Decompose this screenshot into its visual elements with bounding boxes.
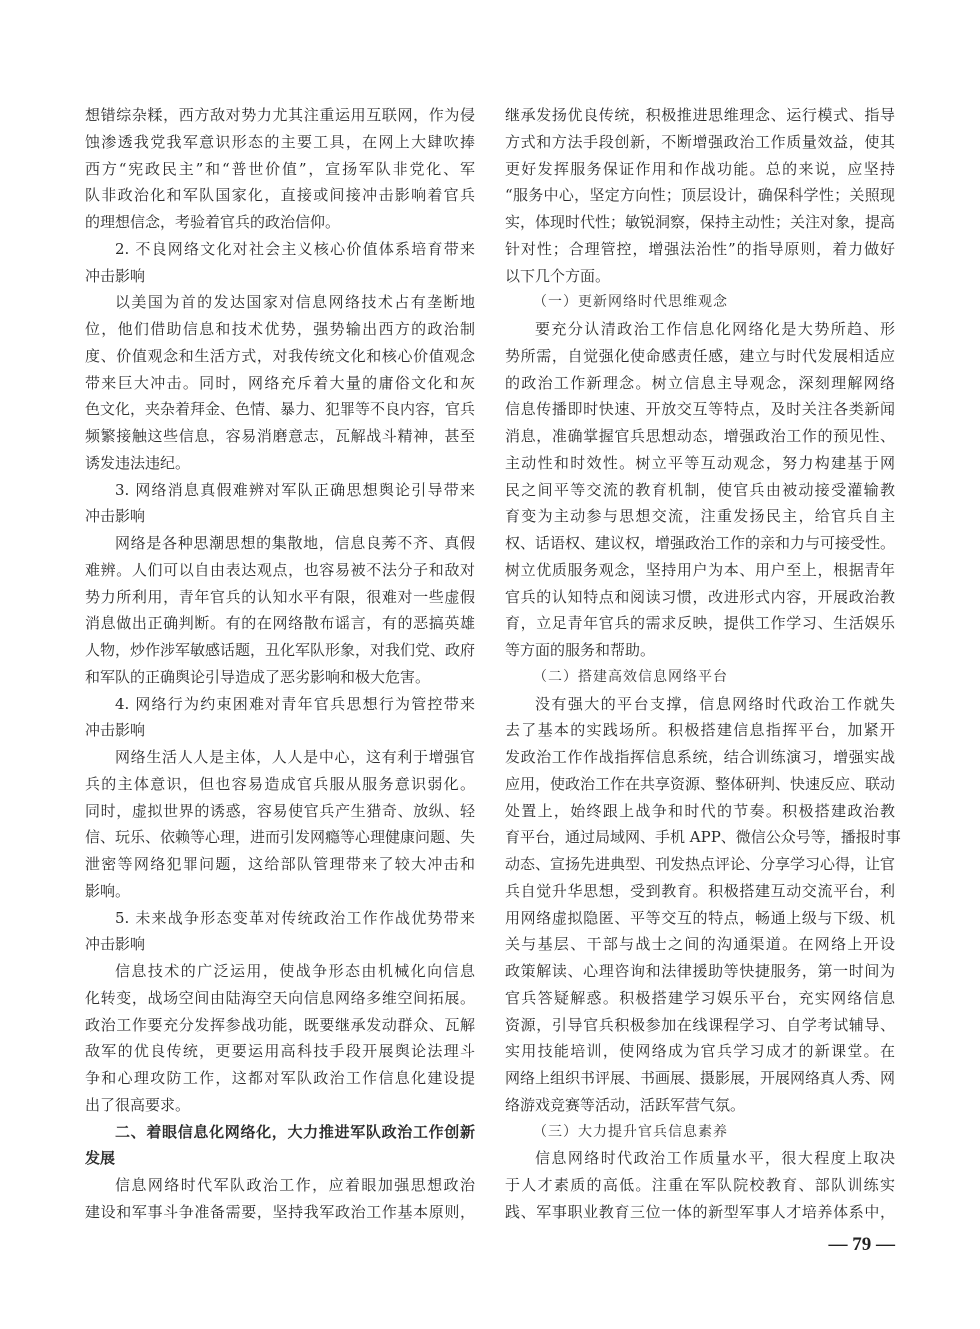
- text-line: 信息网络时代政治工作质量水平，很大程度上取决: [535, 1149, 895, 1168]
- subsection-heading: [505, 1119, 895, 1146]
- text-line: 位，他们借助信息和技术优势，强势输出西方的政治制: [85, 320, 475, 338]
- text-line: 关与基层、干部与战士之间的沟通渠道。在网络上开设: [505, 935, 895, 954]
- text-line: 络游戏竞赛等活动，活跃军营气氛。: [505, 1095, 746, 1114]
- text-line: 以美国为首的发达国家对信息网络技术占有垄断地: [115, 293, 475, 312]
- text-line: 继承发扬优良传统，积极推进思维理念、运行模式、指导: [505, 106, 895, 124]
- paragraph: [85, 289, 475, 476]
- text-line: 网络生活人人是主体，人人是中心，这有利于增强官: [115, 748, 475, 766]
- paragraph: [505, 316, 895, 664]
- text-line: 等方面的服务和帮助。: [505, 641, 656, 659]
- text-line: 度、价值观念和生活方式，对我传统文化和核心价值观念: [85, 346, 475, 365]
- text-line: 同时，虚拟世界的诱惑，容易使官兵产生猎奇、放纵、轻: [85, 801, 475, 820]
- paragraph: [85, 744, 475, 905]
- subsection-heading: [505, 289, 895, 316]
- numbered-heading: [85, 691, 475, 745]
- text-line: （二）搭建高效信息网络平台: [533, 668, 728, 685]
- text-line: （一）更新网络时代思维观念: [533, 294, 728, 311]
- text-line: 信息网络时代军队政治工作，应着眼加强思想政治: [115, 1176, 475, 1194]
- text-line: 育变为主动参与思想交流，注重发扬民主，给官兵自主: [505, 507, 895, 526]
- text-line: 敌军的优良传统，更要运用高科技手段开展舆论法理斗: [85, 1042, 475, 1061]
- paragraph: [505, 691, 901, 1119]
- text-line: 用网络虚拟隐匿、平等交互的特点，畅通上级与下级、机: [505, 908, 895, 927]
- text-line: 冲击影响: [85, 935, 146, 954]
- paragraph-continued: [85, 102, 475, 236]
- text-line: 实用技能培训，使网络成为官兵学习成才的新课堂。在: [505, 1042, 895, 1061]
- text-line: 网络上组织书评展、书画展、摄影展，开展网络真人秀、网: [505, 1069, 896, 1087]
- paragraph: [85, 530, 475, 691]
- text-line: 势力所利用，青年官兵的认知水平有限，很难对一些虚假: [85, 587, 475, 606]
- text-line: 处置上，始终跟上战争和时代的节奏。积极搭建政治教: [505, 801, 895, 820]
- numbered-heading: [85, 905, 475, 959]
- text-line: 人物，炒作涉军敏感话题，丑化军队形象，对我们党、政府: [85, 641, 476, 659]
- text-line: 建设和军事斗争准备需要，坚持我军政治工作基本原则，: [85, 1202, 475, 1221]
- right-text-column: [505, 102, 901, 1226]
- text-line: 的理想信念，考验着官兵的政治信仰。: [85, 213, 341, 231]
- text-line: 争和心理攻防工作，这都对军队政治工作信息化建设提: [85, 1069, 475, 1087]
- text-line: 4. 网络行为约束困难对青年官兵思想行为管控带来: [115, 694, 475, 713]
- text-line: 3. 网络消息真假难辨对军队正确思想舆论引导带来: [115, 480, 475, 499]
- text-line: 方式和方法手段创新，不断增强政治工作质量效益，使其: [505, 132, 895, 151]
- text-line: 兵的主体意识，但也容易造成官兵服从服务意识弱化。: [85, 774, 475, 793]
- text-line: 去了基本的实践场所。积极搭建信息指挥平台，加紧开: [505, 721, 895, 740]
- text-line: 冲击影响: [85, 721, 146, 740]
- text-line: 信息技术的广泛运用，使战争形态由机械化向信息: [115, 962, 475, 980]
- text-line: 发政治工作作战指挥信息系统，结合训练演习，增强实战: [505, 748, 895, 766]
- text-line: 动态、宣扬先进典型、刊发热点评论、分享学习心得，让官: [505, 855, 896, 873]
- text-line: 信、玩乐、依赖等心理，进而引发网瘾等心理健康问题、失: [85, 828, 476, 847]
- section-heading: [85, 1119, 475, 1173]
- numbered-heading: [85, 236, 475, 290]
- text-line: “服务中心，坚定方向性；顶层设计，确保科学性；关照现: [505, 186, 895, 205]
- text-line: 蚀渗透我党我军意识形态的主要工具，在网上大肆吹捧: [85, 132, 475, 151]
- text-line: 信息传播即时快速、开放交互等特点，及时关注各类新闻: [505, 400, 895, 419]
- text-line: 难辨。人们可以自由表达观点，也容易被不法分子和敌对: [85, 560, 475, 579]
- paragraph: [85, 958, 475, 1119]
- text-line: 冲击影响: [85, 507, 146, 526]
- text-line: （三）大力提升官兵信息素养: [533, 1123, 728, 1140]
- subsection-heading: [505, 664, 895, 691]
- text-line: 官兵的认知特点和阅读习惯，改进形式内容，开展政治教: [505, 587, 895, 606]
- numbered-heading: [85, 477, 475, 531]
- text-line: 影响。: [85, 881, 131, 900]
- text-line: 以下几个方面。: [505, 266, 611, 285]
- text-line: 泄密等网络犯罪问题，这给部队管理带来了较大冲击和: [85, 855, 475, 873]
- text-line: 官兵答疑解惑。积极搭建学习娱乐平台，充实网络信息: [505, 988, 895, 1007]
- text-line: 势所需，自觉强化使命感责任感，建立与时代发展相适应: [505, 346, 895, 365]
- text-line: 政治工作要充分发挥参战功能，既要继承发动群众、瓦解: [85, 1015, 475, 1034]
- text-line: 和军队的正确舆论引导造成了恶劣影响和极大危害。: [85, 667, 431, 686]
- text-line: 兵自觉升华思想，受到教育。积极搭建互动交流平台，利: [505, 881, 895, 900]
- text-line: 二、着眼信息化网络化，大力推进军队政治工作创新: [115, 1122, 475, 1141]
- text-line: 西方“宪政民主”和“普世价值”，宣扬军队非党化、军: [85, 159, 475, 178]
- text-line: 的政治工作新理念。树立信息主导观念，深刻理解网络: [505, 373, 895, 392]
- text-line: 更好发挥服务保证作用和作战功能。总的来说，应坚持: [505, 159, 895, 178]
- text-line: 冲击影响: [85, 266, 146, 285]
- text-line: 网络是各种思潮思想的集散地，信息良莠不齐、真假: [115, 534, 475, 552]
- text-line: 育，立足青年官兵的需求反映，提供工作学习、生活娱乐: [505, 614, 895, 633]
- paragraph-continued: [505, 102, 895, 289]
- text-line: 化转变，战场空间由陆海空天向信息网络多维空间拓展。: [85, 988, 475, 1007]
- text-line: 树立优质服务观念，坚持用户为本、用户至上，根据青年: [505, 560, 895, 579]
- text-line: 诱发违法违纪。: [85, 453, 191, 472]
- text-line: 发展: [85, 1149, 116, 1168]
- text-line: 出了很高要求。: [85, 1095, 191, 1114]
- text-line: 权、话语权、建议权，增强政治工作的亲和力与可接受性。: [505, 534, 896, 552]
- text-line: 2. 不良网络文化对社会主义核心价值体系培育带来: [115, 239, 475, 258]
- left-text-column: [85, 102, 475, 1226]
- text-line: 带来巨大冲击。同时，网络充斥着大量的庸俗文化和灰: [85, 373, 475, 392]
- text-line: 政策解读、心理咨询和法律援助等快捷服务，第一时间为: [505, 962, 895, 980]
- text-line: 践、军事职业教育三位一体的新型军事人才培养体系中，: [505, 1202, 895, 1221]
- text-line: 5. 未来战争形态变革对传统政治工作作战优势带来: [115, 908, 475, 927]
- text-line: 民之间平等交流的教育机制，使官兵由被动接受灌输教: [505, 480, 895, 499]
- paragraph-continues: [505, 1145, 895, 1225]
- text-line: 队非政治化和军队国家化，直接或间接冲击影响着官兵: [85, 186, 475, 205]
- text-line: 于人才素质的高低。注重在军队院校教育、部队训练实: [505, 1176, 895, 1194]
- text-line: 主动性和时效性。树立平等互动观念，努力构建基于网: [505, 453, 895, 472]
- page-number: — 79 —: [828, 1234, 895, 1255]
- text-line: 想错综杂糅，西方敌对势力尤其注重运用互联网，作为侵: [85, 106, 475, 124]
- text-line: 没有强大的平台支撑，信息网络时代政治工作就失: [535, 694, 895, 713]
- paragraph-continues: [85, 1172, 475, 1226]
- text-line: 针对性；合理管控，增强法治性”的指导原则，着力做好: [505, 239, 895, 258]
- text-line: 消息，准确掌握官兵思想动态，增强政治工作的预见性、: [505, 427, 895, 445]
- text-line: 色文化，夹杂着拜金、色情、暴力、犯罪等不良内容，官兵: [85, 400, 476, 419]
- text-line: 实，体现时代性；敏锐洞察，保持主动性；关注对象，提高: [505, 213, 896, 231]
- text-line: 育平台，通过局域网、手机 APP、微信公众号等，播报时事: [505, 828, 901, 847]
- text-line: 消息做出正确判断。有的在网络散布谣言，有的恶搞英雄: [85, 614, 475, 633]
- text-line: 资源，引导官兵积极参加在线课程学习、自学考试辅导、: [505, 1015, 895, 1034]
- text-line: 频繁接触这些信息，容易消磨意志，瓦解战斗精神，甚至: [85, 427, 475, 445]
- text-line: 要充分认清政治工作信息化网络化是大势所趋、形: [535, 320, 895, 338]
- text-line: 应用，使政治工作在共享资源、整体研判、快速反应、联动: [505, 774, 896, 793]
